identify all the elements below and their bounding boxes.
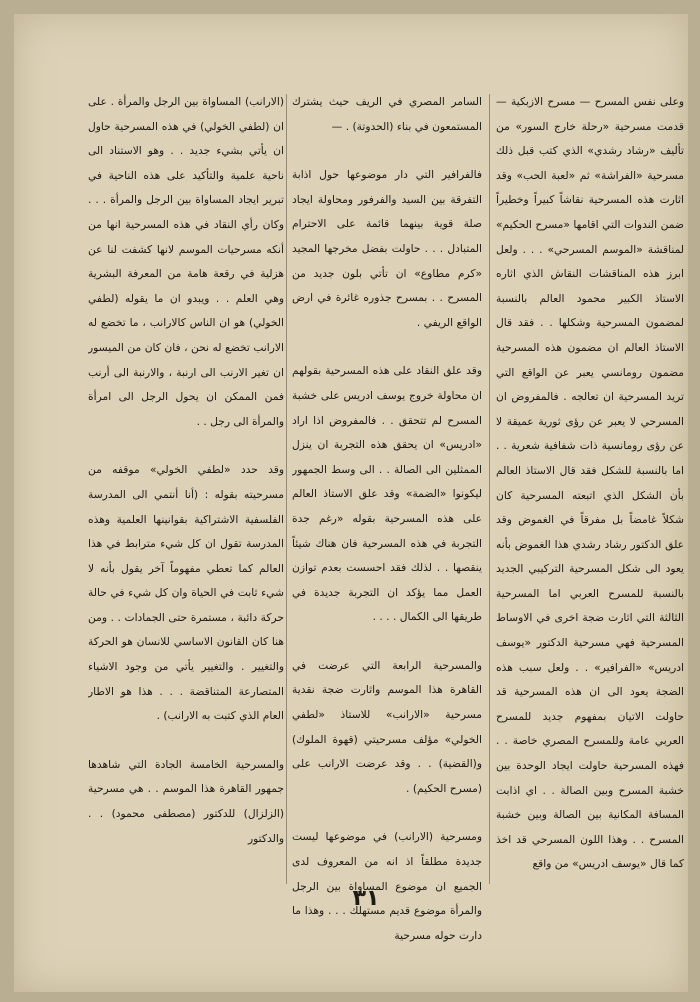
paragraph: السامر المصري في الريف حيث يشترك المستمعون في بناء (الحدوتة) . —	[292, 95, 482, 133]
paragraph: فالفرافير التي دار موضوعها حول اذابة التفرقة بين السيد والفرفور ومحاولة ايجاد صلة قوية بينهما قائمة على الاحترام المتبادل . . . حاولت بفضل مخرجها المجيد «كرم مطاوع» ان تأتي بلون جديد من المسرح . . بمسرح جذوره غائرة في ارض الواقع الريفي .	[292, 168, 482, 329]
paragraph: والمسرحية الخامسة الجادة التي شاهدها جمهور القاهرة هذا الموسم . . هي مسرحية (الزلزال) للدكتور (مصطفى محمود) . . والدكتور	[88, 757, 284, 845]
text-column-right	[496, 90, 684, 877]
paragraph: وقد علق النقاد على هذه المسرحية بقولهم ان محاولة خروج يوسف ادريس على خشبة المسرح لم تتحقق . . فالمفروض اذا اراد «ادريس» ان يحقق هذه التجربة ان ينزل الممثلين الى الصالة . . الى وسط الجمهور ليكونوا «الضمة» وقد علق الاستاذ العالم على هذه المسرحية بقوله «رغم جدة التجربة في هذه المسرحية فان هناك شيئاً ينقصها . . لذلك فقد احسست بعدم توازن العمل مما يؤكد ان التجربة جديدة في طريقها الى الكمال . . . .	[292, 364, 482, 624]
paragraph: وعلى نفس المسرح — مسرح الازبكية — قدمت مسرحية «رحلة خارج السور» من تأليف «رشاد رشدي» الذي كتب قبل ذلك مسرحية «الفراشة» ثم «لعبة الحب» وقد اثارت هذه المسرحية نقاشاً كبيراً وخطيراً ضمن الندوات التي اقامها «مسرح الحكيم» لمناقشة «الموسم المسرحي» . . . ولعل ابرز هذه المناقشات النقاش الذي اثاره الاستاذ الكبير محمود العالم بالنسبة لمضمون المسرحية وشكلها . . فقد قال الاستاذ العالم ان مضمون هذه المسرحية مضمون رومانسي يعبر عن الواقع التي تريد المسرحية ان تعالجه . فالمفروض ان المسرحي لا يعبر عن رؤى ثورية عميقة لا عن رؤى رومانسية ذات شفافية شعرية . . اما بالنسبة للشكل فقد قال الاستاذ العالم بأن الشكل الذي اتبعته المسرحية كان شكلاً غامضاً بل مفرقاً في الغموض وقد علق الدكتور رشاد رشدي هذا الغموض بأنه يعود الى شكل المسرحية التركيبي الجديد بالنسبة للمسرح العربي اما المسرحية الثالثة التي اثارت ضجة اخرى في الاوساط المسرحية فهي مسرحية الدكتور «يوسف ادريس» «الفرافير» . . ولعل سبب هذه الضجة يعود الى ان هذه المسرحية قد حاولت الاتيان بمفهوم جديد للمسرح العربي عامة وللمسرح المصري خاصة . . فهذه المسرحية حاولت ايجاد الوحدة بين خشبة المسرح وبين الصالة . . اي اذابت المسافة المكانية بين الصالة وبين خشبة المسرح . . وهذا اللون المسرحي قد اخذ كما قال «يوسف ادريس» من واقع	[496, 95, 684, 871]
page-number: ٣١	[352, 886, 380, 911]
text-column-left	[88, 90, 284, 851]
text-column-middle	[292, 90, 482, 948]
paragraph: ومسرحية (الارانب) في موضوعها ليست جديدة مطلقاً اذ انه من المعروف لدى الجميع ان موضوع المساواة بين الرجل والمرأة موضوع قديم مستهلك . . . وهذا ما دارت حوله مسرحية	[292, 830, 482, 942]
paragraph: والمسرحية الرابعة التي عرضت في القاهرة هذا الموسم واثارت ضجة نقدية مسرحية «الارانب» للاستاذ «لطفي الخولي» مؤلف مسرحيتي (قهوة الملوك) و(القضية) . . وقد عرضت الارانب على (مسرح الحكيم) .	[292, 658, 482, 795]
magazine-page	[14, 14, 688, 992]
paragraph: (الارانب) المساواة بين الرجل والمرأة . على ان (لطفي الخولي) في هذه المسرحية حاول ان يأتي بشيء جديد . . وهو الاستناد الى ناحية علمية والتأكيد على هذه الناحية في تبرير ايجاد المساواة بين الرجل والمرأة . . . وكان رأي النقاد في هذه المسرحية انها من أنكه مسرحيات الموسم لانها كشفت لنا عن هزلية في رقعة هامة من المعرفة البشرية وهي العلم . . ويبدو ان ما يقوله (لطفي الخولي) هو ان الناس كالارانب ، ما تخضع له الارانب تخضع له نحن ، فان كان من الميسور ان تغير الارنب الى ارنبة ، والارنبة الى أرنب فمن الممكن ان يحول الرجل الى امرأة والمرأة الى رجل . .	[88, 95, 284, 428]
paragraph: وقد حدد «لطفي الخولي» موقفه من مسرحيته بقوله : (أنا أنتمي الى المدرسة الفلسفية الاشتراكية بقوانينها العلمية وهذه المدرسة تقول ان كل شيء مترابط في هذا العالم كما تعطي مفهوماً آخر يقول بأنه لا شيء ثابت في الحياة وان كل شيء في حالة حركة دائبة ، مستمرة حتى الجمادات . . ومن هنا كان القانون الاساسي للانسان هو الحركة والتغيير . والتغيير يأتي من وجود الاشياء المتصارعة المتناقضة . . . هذا هو الاطار العام الذي كتبت به الارانب) .	[88, 463, 284, 723]
column-divider	[489, 94, 490, 884]
column-divider	[286, 94, 287, 884]
